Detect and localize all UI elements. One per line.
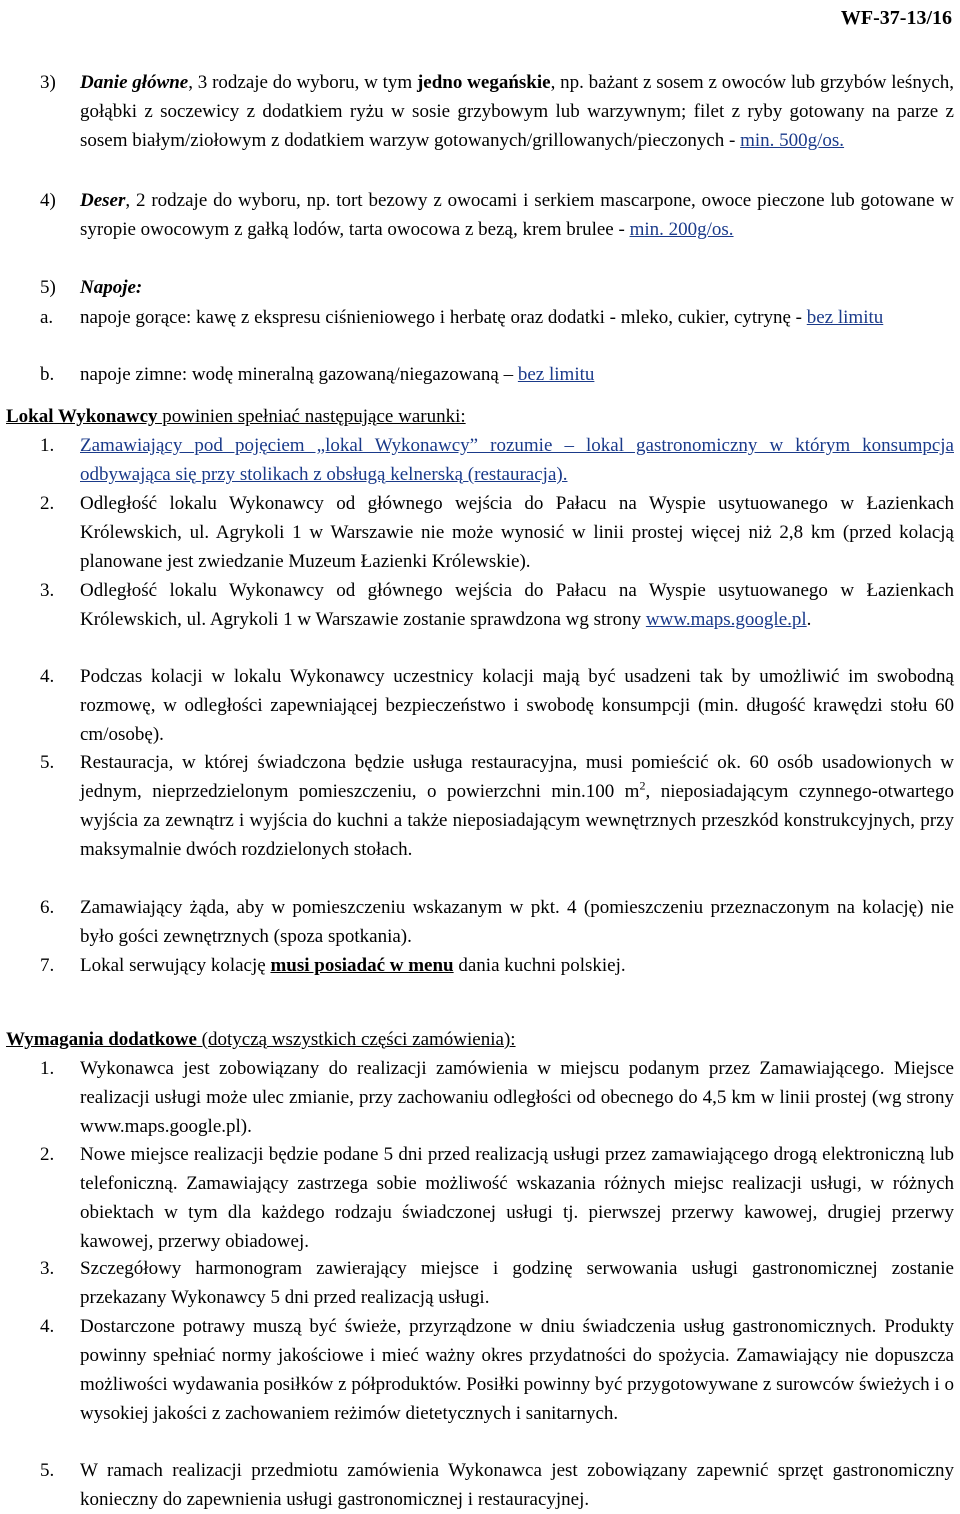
requirement-item xyxy=(40,1312,954,1428)
menu-item-number: 4) xyxy=(40,190,56,211)
list-text: Odległość lokalu Wykonawcy od głównego wejścia do Pałacu na Wyspie usytuowanego w Łazienkach Królewskich, ul. Agrykoli 1 w Warszawie nie może wynosić w linii prostej więcej niż 2,8 km (przed kolacją planowane jest zwiedzanie Muzeum Łazienki Królewskie). xyxy=(80,493,954,572)
list-number: 3. xyxy=(40,580,55,601)
venue-condition xyxy=(40,431,954,489)
list-number: 5. xyxy=(40,752,55,773)
list-number: 3. xyxy=(40,1258,55,1279)
requirement-item xyxy=(40,1456,954,1514)
requirement-item xyxy=(40,1254,954,1312)
vegan-note: jedno wegańskie xyxy=(416,72,551,93)
list-text: Szczegółowy harmonogram zawierający miejsce i godzinę serwowania usługi gastronomicznej zostanie przekazany Wykonawcy 5 dni przed realizacją usługi. xyxy=(80,1258,954,1308)
list-number: 1. xyxy=(40,1058,55,1079)
maps-link[interactable]: www.maps.google.pl xyxy=(645,609,807,630)
list-number: 6. xyxy=(40,897,55,918)
menu-item-number: 3) xyxy=(40,72,56,93)
list-number: 4. xyxy=(40,666,55,687)
superscript: 2 xyxy=(639,778,646,793)
menu-item-title: Danie główne xyxy=(80,72,189,93)
menu-item-title: Deser xyxy=(80,190,126,211)
venue-condition xyxy=(40,893,954,951)
portion-min: min. 500g/os. xyxy=(740,130,845,151)
portion-min: min. 200g/os. xyxy=(629,219,734,240)
list-letter: b. xyxy=(40,364,55,385)
menu-item-number: 5) xyxy=(40,277,56,298)
menu-item-dessert xyxy=(40,186,954,244)
document-number: WF-37-13/16 xyxy=(840,7,952,29)
list-text: napoje gorące: kawę z ekspresu ciśnieniowego i herbatę oraz dodatki - mleko, cukier, cytrynę - bez limitu xyxy=(80,307,884,328)
menu-item-text: Deser, 2 rodzaje do wyboru, np. tort bezowy z owocami i serkiem mascarpone, owoce pieczone lub gotowane w syropie owocowym z gałką lodów, tarta owocowa z bezą, krem brulee - min. 200g/os. xyxy=(80,190,954,240)
section-heading-venue: Lokal Wykonawcy powinien spełniać następujące warunki: xyxy=(6,406,466,427)
list-text: Lokal serwujący kolację musi posiadać w menu dania kuchni polskiej. xyxy=(80,955,626,976)
list-number: 4. xyxy=(40,1316,55,1337)
list-text: napoje zimne: wodę mineralną gazowaną/niegazowaną – bez limitu xyxy=(80,364,595,385)
list-text: Zamawiający żąda, aby w pomieszczeniu wskazanym w pkt. 4 (pomieszczeniu przeznaczonym na kolację) nie było gości zewnętrznych (spoza spotkania). xyxy=(80,897,954,947)
menu-item-drinks xyxy=(40,273,954,302)
list-text: Restauracja, w której świadczona będzie usługa restauracyjna, musi pomieścić ok. 60 osób usadowionych w jednym, nieprzedzielonym pomieszczeniu, o powierzchni min.100 $m^2$, nieposiadającym czynnego-otwartego wyjścia za zewnątrz i wyjścia do kuchni a także nieposiadającym wewnętrznych przeszkód konstrukcyjnych, przy maksymalnie dwóch rozdzielonych stołach. xyxy=(80,752,954,860)
venue-condition xyxy=(40,748,954,864)
requirement-item xyxy=(40,1054,954,1141)
venue-condition xyxy=(40,951,954,980)
emphasis: musi posiadać w menu xyxy=(270,955,454,976)
section-heading-requirements: Wymagania dodatkowe (dotyczą wszystkich części zamówienia): xyxy=(6,1029,516,1050)
list-number: 2. xyxy=(40,493,55,514)
drinks-cold xyxy=(40,360,954,389)
menu-item-title: Napoje: xyxy=(80,277,143,298)
list-number: 1. xyxy=(40,435,55,456)
list-text: Nowe miejsce realizacji będzie podane 5 dni przed realizacją usługi przez zamawiającego drogą elektroniczną lub telefoniczną. Zamawiający zastrzega sobie możliwość wskazania różnych miejsc realizacji usługi, w różnych obiektach w tym dla każdego rodzaju świadczonej usługi tj. pierwszej przerwy kawowej, drugiej przerwy kawowej, przerwy obiadowej. xyxy=(80,1144,954,1252)
requirement-item xyxy=(40,1140,954,1256)
list-letter: a. xyxy=(40,307,54,328)
venue-condition xyxy=(40,489,954,576)
list-text: Podczas kolacji w lokalu Wykonawcy uczestnicy kolacji mają być usadzeni tak by umożliwić im swobodną rozmowę, w odległości zapewniającej bezpieczeństwo i swobodę konsumpcji (min. długość krawędzi stołu 60 cm/osobę). xyxy=(80,666,954,745)
venue-condition xyxy=(40,662,954,749)
list-text: Zamawiający pod pojęciem „lokal Wykonawcy” rozumie – lokal gastronomiczny w którym konsumpcja odbywająca się przy stolikach z obsługą kelnerską (restauracja). xyxy=(80,435,954,485)
menu-item-text: Danie główne, 3 rodzaje do wyboru, w tym jedno wegańskie, np. bażant z sosem z owoców lub grzybów leśnych, gołąbki z soczewicy z dodatkiem ryżu w sosie grzybowym lub warzywnym; filet z ryby gotowany na parze z sosem białym/ziołowym z dodatkiem warzyw gotowanych/grillowanych/pieczonych - min. 500g/os. xyxy=(80,72,955,151)
list-text: Wykonawca jest zobowiązany do realizacji zamówienia w miejscu podanym przez Zamawiającego. Miejsce realizacji usługi może ulec zmianie, przy zachowaniu odległości od obecnego do 4,5 km w linii prostej (wg strony www.maps.google.pl). xyxy=(80,1058,954,1137)
list-number: 7. xyxy=(40,955,55,976)
venue-condition xyxy=(40,576,954,634)
list-number: 5. xyxy=(40,1460,55,1481)
no-limit-note: bez limitu xyxy=(806,307,884,328)
menu-item-main-course xyxy=(40,68,954,155)
list-text: Odległość lokalu Wykonawcy od głównego wejścia do Pałacu na Wyspie usytuowanego w Łazienkach Królewskich, ul. Agrykoli 1 w Warszawie zostanie sprawdzona wg strony www.maps.google.pl. xyxy=(80,580,954,630)
list-number: 2. xyxy=(40,1144,55,1165)
list-text: W ramach realizacji przedmiotu zamówienia Wykonawca jest zobowiązany zapewnić sprzęt gastronomiczny konieczny do zapewnienia usługi gastronomicznej i restauracyjnej. xyxy=(80,1460,954,1510)
no-limit-note: bez limitu xyxy=(517,364,595,385)
list-text: Dostarczone potrawy muszą być świeże, przyrządzone w dniu świadczenia usług gastronomicznych. Produkty powinny spełniać normy jakościowe i mieć ważny okres przydatności do spożycia. Zamawiający nie dopuszcza możliwości wydawania posiłków z półproduktów. Posiłki powinny być przygotowywane z surowców świeżych i o wysokiej jakości z zachowaniem reżimów dietetycznych i sanitarnych. xyxy=(80,1316,954,1424)
drinks-hot xyxy=(40,303,954,332)
